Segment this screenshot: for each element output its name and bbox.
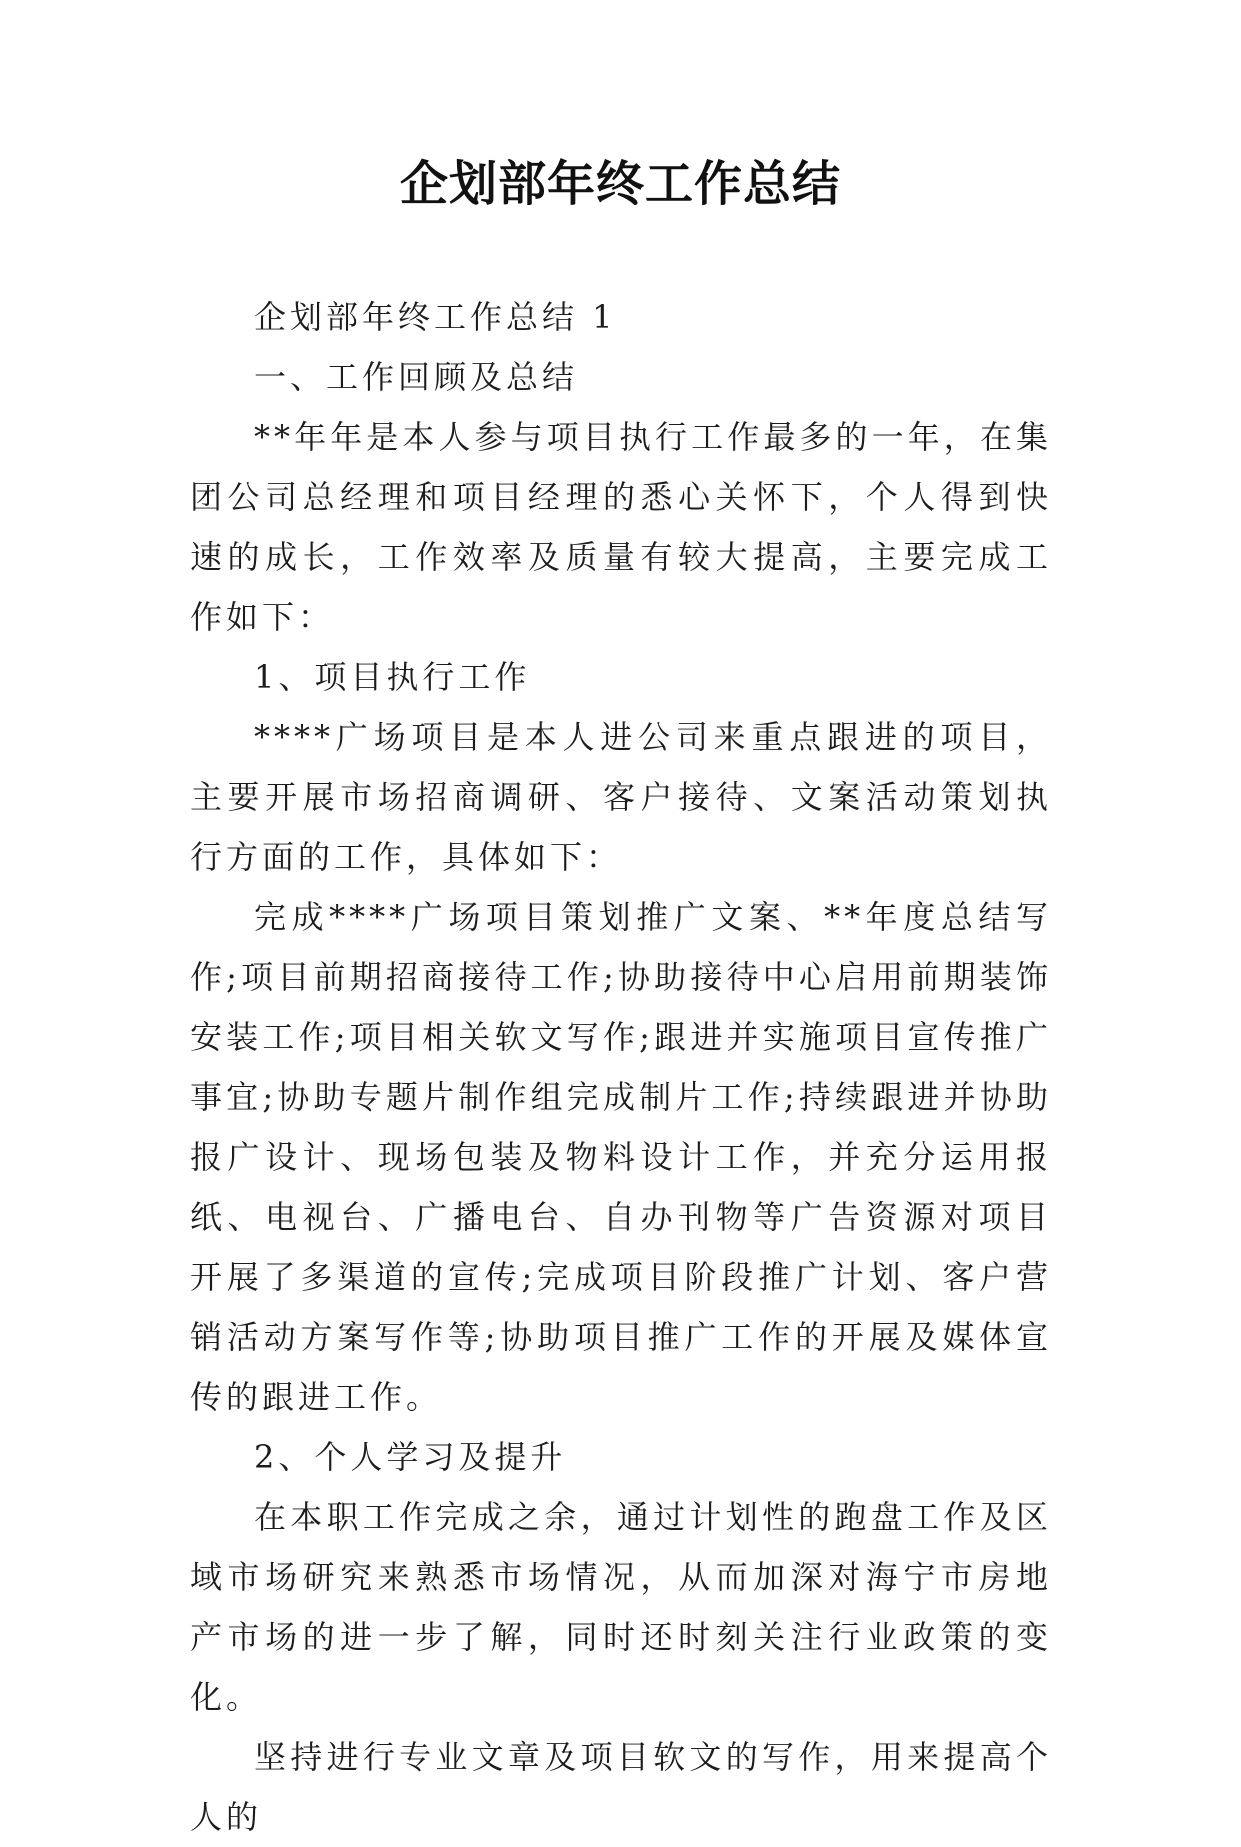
document-body — [190, 287, 1052, 1847]
section-heading: 企划部年终工作总结 1 — [254, 298, 617, 336]
body-paragraph: 坚持进行专业文章及项目软文的写作，用来提高个人的 — [190, 1738, 1052, 1836]
body-paragraph: 在本职工作完成之余，通过计划性的跑盘工作及区域市场研究来熟悉市场情况，从而加深对海宁市房地产市场的进一步了解，同时还时刻关注行业政策的变化。 — [190, 1498, 1052, 1716]
document-title: 企划部年终工作总结 — [399, 156, 841, 212]
subsection-heading: 一、工作回顾及总结 — [254, 358, 579, 396]
item-heading: 1、项目执行工作 — [254, 658, 531, 696]
body-paragraph: 完成****广场项目策划推广文案、**年度总结写作;项目前期招商接待工作;协助接待中心启用前期装饰安装工作;项目相关软文写作;跟进并实施项目宣传推广事宜;协助专题片制作组完成制片工作;持续跟进并协助报广设计、现场包装及物料设计工作，并充分运用报纸、电视台、广播电台、自办刊物等广告资源对项目开展了多渠道的宣传;完成项目阶段推广计划、客户营销活动方案写作等;协助项目推广工作的开展及媒体宣传的跟进工作。 — [190, 898, 1052, 1416]
item-heading: 2、个人学习及提升 — [254, 1438, 567, 1476]
body-paragraph: ****广场项目是本人进公司来重点跟进的项目，主要开展市场招商调研、客户接待、文案活动策划执行方面的工作，具体如下： — [190, 718, 1052, 876]
body-paragraph: **年年是本人参与项目执行工作最多的一年，在集团公司总经理和项目经理的悉心关怀下，个人得到快速的成长，工作效率及质量有较大提高，主要完成工作如下： — [190, 418, 1052, 636]
